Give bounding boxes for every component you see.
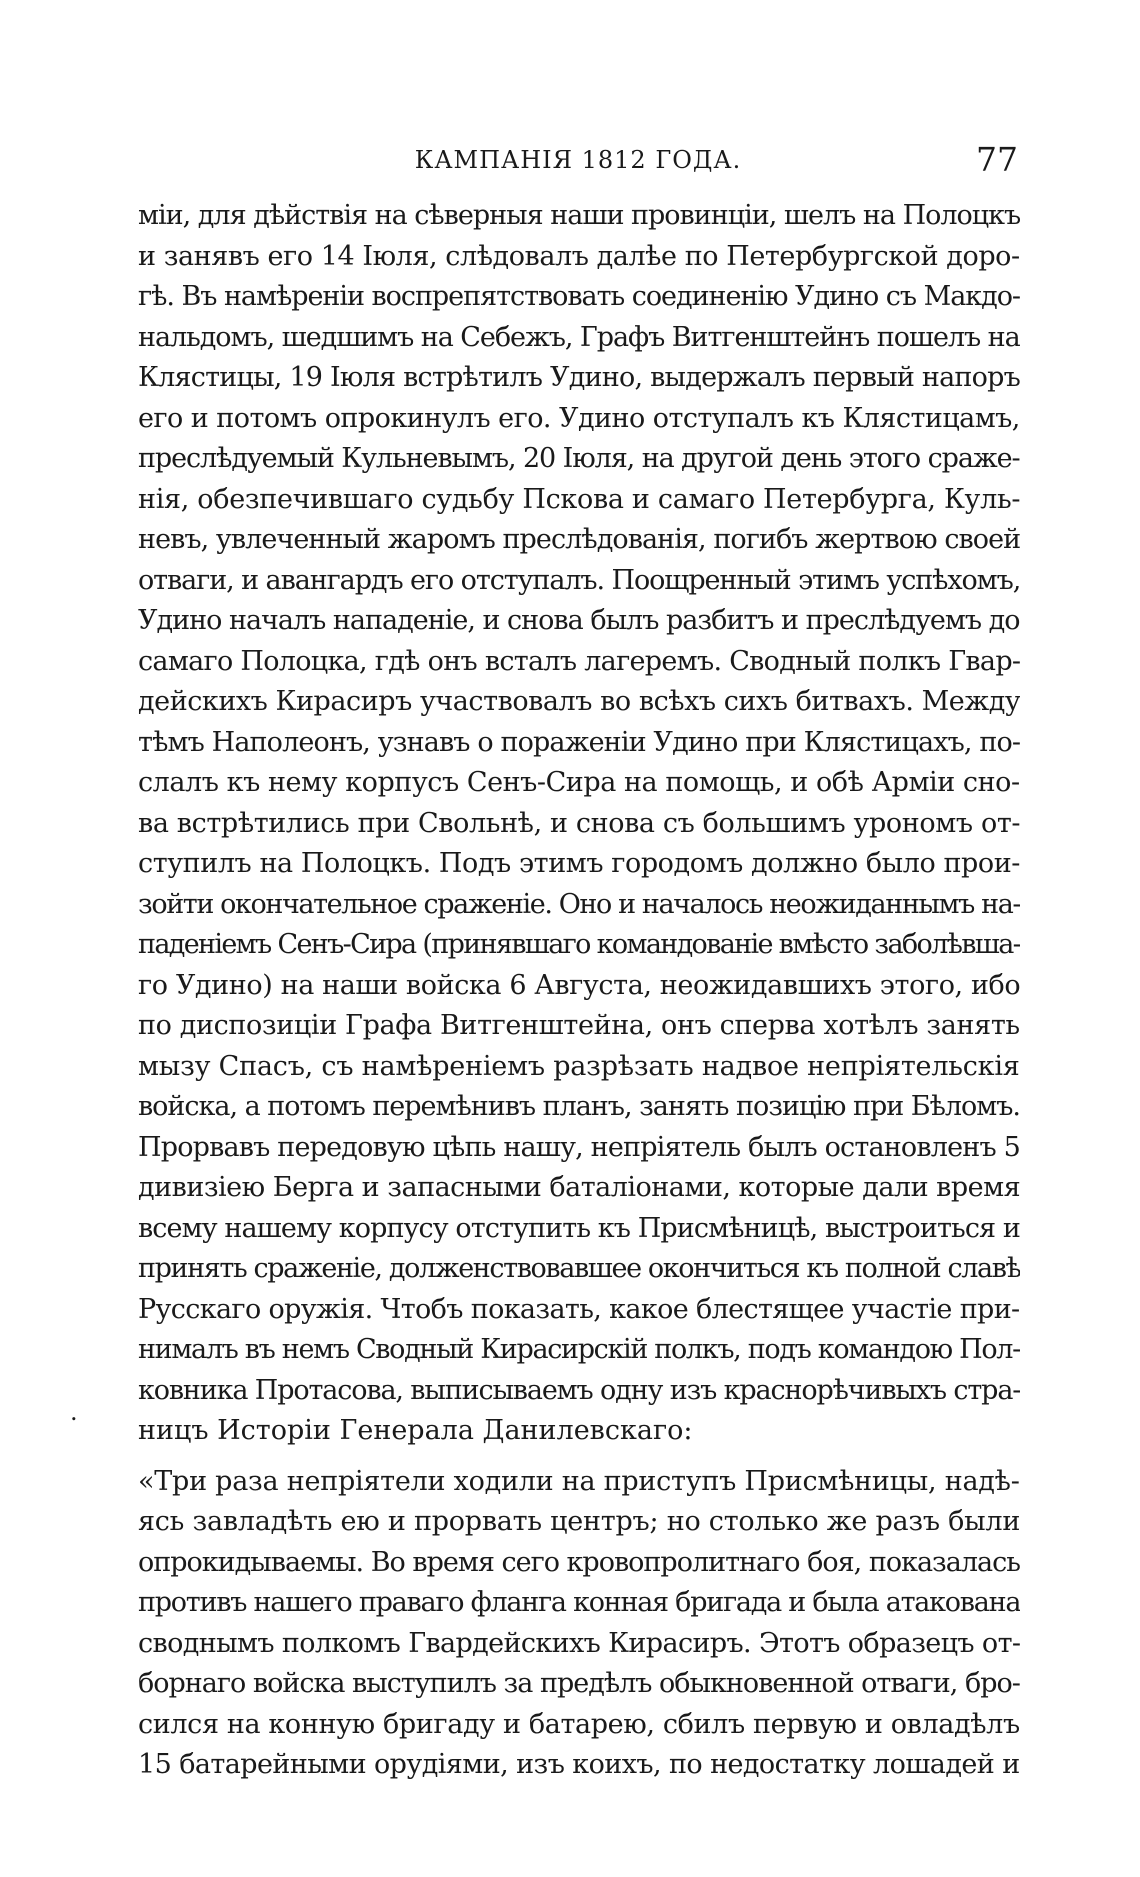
- text-line: го Удино) на наши войска 6 Августа, неожидавшихъ этого, ибо: [138, 969, 1020, 1001]
- text-line: гѣ. Въ намѣреніи воспрепятствовать соединенію Удино съ Макдо-: [138, 281, 1020, 312]
- text-line: ясь завладѣть ею и прорвать центръ; но столько же разъ были: [138, 1506, 1020, 1537]
- text-line: всему нашему корпусу отступить къ Присмѣницѣ, выстроиться и: [138, 1212, 1020, 1244]
- text-line: Прорвавъ передовую цѣпь нашу, непріятель былъ остановленъ 5: [138, 1131, 1020, 1163]
- text-line: мызу Спасъ, съ намѣреніемъ разрѣзать надвое непріятельскія: [138, 1050, 1020, 1082]
- text-line: самаго Полоцка, гдѣ онъ всталъ лагеремъ. Сводный полкъ Гвар-: [138, 645, 1020, 677]
- text-line: Русскаго оружія. Чтобъ показать, какое блестящее участіе при-: [138, 1293, 1020, 1325]
- text-line: Удино началъ нападеніе, и снова былъ разбитъ и преслѣдуемъ до: [138, 605, 1020, 636]
- body-text: [138, 196, 1020, 1786]
- text-line: дивизіею Берга и запасными баталіонами, которые дали время: [138, 1172, 1020, 1203]
- text-line: нальдомъ, шедшимъ на Себежъ, Графъ Витгенштейнъ пошелъ на: [138, 321, 1020, 353]
- text-line: по диспозиціи Графа Витгенштейна, онъ сперва хотѣлъ занять: [138, 1010, 1020, 1041]
- text-line: слалъ къ нему корпусъ Сенъ-Сира на помощь, и обѣ Арміи сно-: [138, 767, 1020, 798]
- text-line: Клястицы, 19 Іюля встрѣтилъ Удино, выдержалъ первый напоръ: [138, 362, 1020, 393]
- text-line: преслѣдуемый Кульневымъ, 20 Іюля, на другой день этого сраже-: [138, 443, 1020, 474]
- text-line: своднымъ полкомъ Гвардейскихъ Кирасиръ. Этотъ образецъ от-: [138, 1627, 1020, 1659]
- running-title: КАМПАНІЯ 1812 ГОДА.: [414, 146, 742, 174]
- text-line: дейскихъ Кирасиръ участвовалъ во всѣхъ сихъ битвахъ. Между: [138, 686, 1020, 717]
- paragraph-2-quote: [138, 1462, 1020, 1786]
- text-line: противъ нашего праваго фланга конная бригада и была атакована: [138, 1587, 1020, 1618]
- text-line: отваги, и авангардъ его отступалъ. Поощренный этимъ успѣхомъ,: [138, 564, 1020, 596]
- text-line: и занявъ его 14 Іюля, слѣдовалъ далѣе по Петербургской доро-: [138, 240, 1020, 272]
- page-number: 77: [976, 140, 1018, 179]
- text-line: 15 батарейными орудіями, изъ коихъ, по недостатку лошадей и: [138, 1749, 1020, 1780]
- text-line: его и потомъ опрокинулъ его. Удино отступалъ къ Клястицамъ,: [138, 402, 1020, 434]
- text-line: ницъ Исторіи Генерала Данилевскаго:: [138, 1415, 693, 1446]
- text-line: тѣмъ Наполеонъ, узнавъ о пораженіи Удино при Клястицахъ, по-: [138, 726, 1020, 758]
- text-line: паденіемъ Сенъ-Сира (принявшаго командованіе вмѣсто заболѣвша-: [138, 929, 1020, 960]
- text-line: сился на конную бригаду и батарею, сбилъ первую и овладѣлъ: [138, 1708, 1020, 1740]
- page-header: [138, 140, 1018, 180]
- text-line: борнаго войска выступилъ за предѣлъ обыкновенной отваги, бро-: [138, 1668, 1020, 1699]
- text-line: опрокидываемы. Во время сего кровопролитнаго боя, показалась: [138, 1546, 1020, 1578]
- text-line: принять сраженіе, долженствовавшее окончиться къ полной славѣ: [138, 1253, 1020, 1284]
- paragraph-1: [138, 196, 1020, 1452]
- text-line: зойти окончательное сраженіе. Оно и началось неожиданнымъ на-: [138, 888, 1020, 920]
- text-line: «Три раза непріятели ходили на приступъ Присмѣницы, надѣ-: [138, 1465, 1020, 1497]
- text-line: нія, обезпечившаго судьбу Пскова и самаго Петербурга, Куль-: [138, 483, 1020, 515]
- text-line: ва встрѣтились при Свольнѣ, и снова съ большимъ урономъ от-: [138, 807, 1020, 839]
- text-line: ковника Протасова, выписываемъ одну изъ краснорѣчивыхъ стра-: [138, 1374, 1020, 1406]
- margin-mark: .: [70, 1398, 78, 1426]
- text-line: нималъ въ немъ Сводный Кирасирскій полкъ, подъ командою Пол-: [138, 1334, 1020, 1365]
- text-line: міи, для дѣйствія на сѣверныя наши провинціи, шелъ на Полоцкъ: [138, 200, 1020, 231]
- text-line: войска, а потомъ перемѣнивъ планъ, занять позицію при Бѣломъ.: [138, 1091, 1020, 1122]
- text-line: ступилъ на Полоцкъ. Подъ этимъ городомъ должно было прои-: [138, 848, 1020, 879]
- text-line: невъ, увлеченный жаромъ преслѣдованія, погибъ жертвою своей: [138, 524, 1020, 555]
